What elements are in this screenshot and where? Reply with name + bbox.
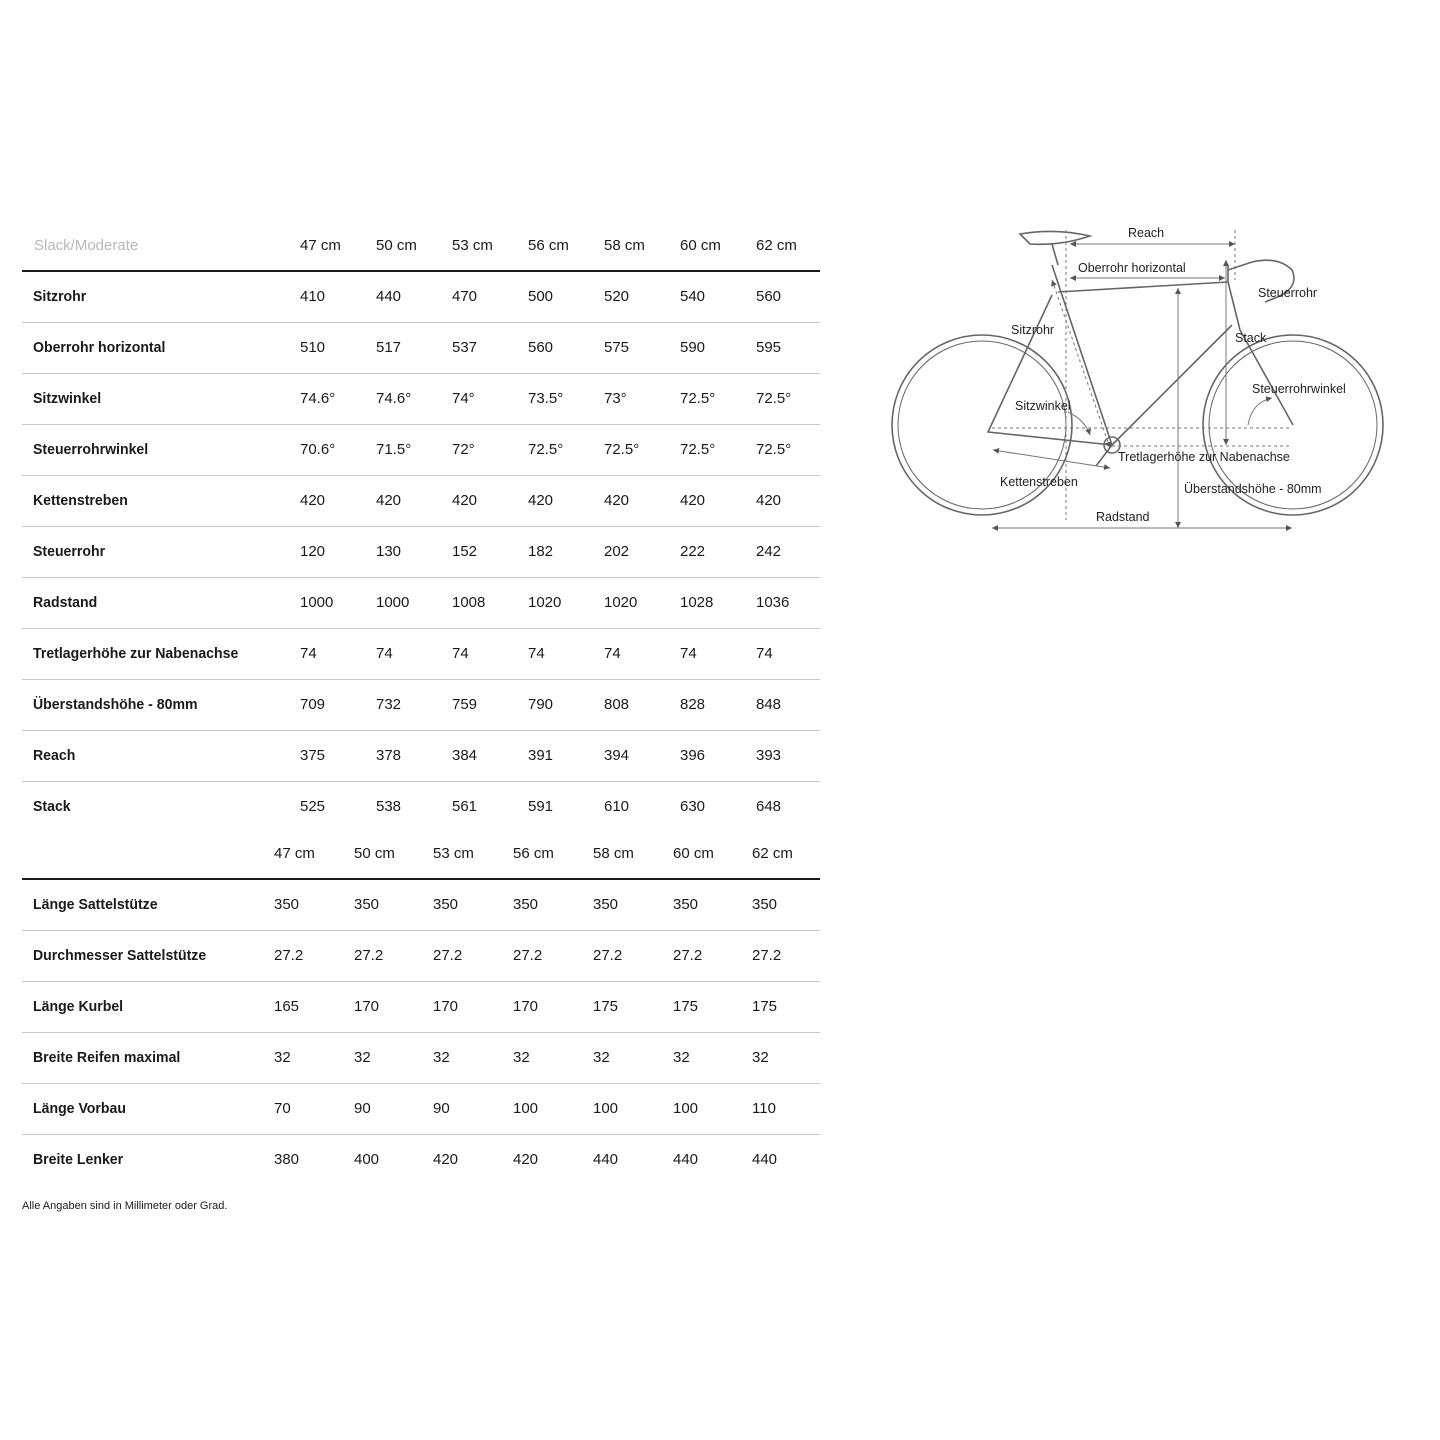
table-cell: 32 bbox=[593, 1049, 610, 1066]
table-cell: 396 bbox=[680, 747, 706, 764]
table-cell: 440 bbox=[593, 1151, 619, 1168]
table-row bbox=[22, 880, 820, 931]
table-cell: 1020 bbox=[528, 594, 562, 611]
table-cell: 595 bbox=[756, 339, 782, 356]
table-cell: 394 bbox=[604, 747, 630, 764]
table-row bbox=[22, 782, 820, 832]
size-header: 58 cm bbox=[593, 845, 634, 862]
label-bb-drop: Tretlagerhöhe zur Nabenachse bbox=[1118, 450, 1290, 464]
table-cell: 72.5° bbox=[604, 441, 640, 458]
table-cell: 420 bbox=[376, 492, 402, 509]
table-cell: 74 bbox=[756, 645, 773, 662]
table-cell: 74.6° bbox=[376, 390, 412, 407]
table-cell: 74 bbox=[680, 645, 697, 662]
table-cell: 440 bbox=[673, 1151, 699, 1168]
table-cell: 90 bbox=[354, 1100, 371, 1117]
table-cell: 400 bbox=[354, 1151, 380, 1168]
table-cell: 27.2 bbox=[752, 947, 782, 964]
table-row bbox=[22, 578, 820, 629]
table-cell: 32 bbox=[354, 1049, 371, 1066]
table-cell: 74 bbox=[604, 645, 621, 662]
table-row bbox=[22, 272, 820, 323]
table-cell: 175 bbox=[593, 998, 619, 1015]
row-label: Oberrohr horizontal bbox=[33, 339, 166, 356]
table-cell: 73° bbox=[604, 390, 627, 407]
table-cell: 32 bbox=[513, 1049, 530, 1066]
table-cell: 182 bbox=[528, 543, 554, 560]
table-cell: 561 bbox=[452, 798, 478, 815]
table-cell: 27.2 bbox=[593, 947, 623, 964]
table-cell: 170 bbox=[354, 998, 380, 1015]
row-label: Sitzrohr bbox=[33, 288, 87, 305]
table-cell: 72.5° bbox=[680, 441, 716, 458]
table-cell: 72° bbox=[452, 441, 475, 458]
label-seat-tube: Sitzrohr bbox=[1011, 323, 1055, 337]
row-label: Kettenstreben bbox=[33, 492, 128, 509]
table-cell: 517 bbox=[376, 339, 402, 356]
row-label: Steuerrohr bbox=[33, 543, 106, 560]
table-title: Slack/Moderate bbox=[34, 237, 139, 254]
table-cell: 74 bbox=[452, 645, 469, 662]
table-cell: 420 bbox=[513, 1151, 539, 1168]
diagram-labels bbox=[1000, 226, 1346, 524]
bike-geometry-diagram bbox=[880, 220, 1400, 550]
row-label: Länge Vorbau bbox=[33, 1100, 126, 1117]
label-top-tube: Oberrohr horizontal bbox=[1078, 261, 1186, 275]
table-cell: 420 bbox=[604, 492, 630, 509]
table-cell: 1000 bbox=[300, 594, 334, 611]
table-cell: 590 bbox=[680, 339, 706, 356]
table-row bbox=[22, 374, 820, 425]
table-row bbox=[22, 680, 820, 731]
label-reach: Reach bbox=[1128, 226, 1165, 240]
table-row bbox=[22, 731, 820, 782]
table-cell: 27.2 bbox=[274, 947, 304, 964]
size-header: 60 cm bbox=[673, 845, 714, 862]
table-cell: 420 bbox=[680, 492, 706, 509]
table-cell: 350 bbox=[752, 896, 778, 913]
table-cell: 70 bbox=[274, 1100, 291, 1117]
table-cell: 170 bbox=[513, 998, 539, 1015]
table-cell: 32 bbox=[752, 1049, 769, 1066]
table-cell: 74 bbox=[528, 645, 545, 662]
table-cell: 537 bbox=[452, 339, 478, 356]
table-cell: 120 bbox=[300, 543, 326, 560]
geometry-table bbox=[22, 222, 820, 832]
table-cell: 732 bbox=[376, 696, 402, 713]
table-cell: 790 bbox=[528, 696, 554, 713]
geometry-table-header bbox=[22, 222, 820, 270]
table-cell: 175 bbox=[752, 998, 778, 1015]
table-cell: 391 bbox=[528, 747, 554, 764]
table-cell: 130 bbox=[376, 543, 402, 560]
table-row bbox=[22, 1033, 820, 1084]
table-cell: 709 bbox=[300, 696, 326, 713]
table-cell: 27.2 bbox=[354, 947, 384, 964]
label-standover: Überstandshöhe - 80mm bbox=[1184, 482, 1322, 496]
size-header: 50 cm bbox=[354, 845, 395, 862]
table-cell: 538 bbox=[376, 798, 402, 815]
table-row bbox=[22, 1135, 820, 1185]
table-cell: 74° bbox=[452, 390, 475, 407]
label-head-tube: Steuerrohr bbox=[1258, 286, 1318, 300]
table-cell: 440 bbox=[376, 288, 402, 305]
table-cell: 1036 bbox=[756, 594, 790, 611]
table-cell: 393 bbox=[756, 747, 782, 764]
table-cell: 420 bbox=[756, 492, 782, 509]
table-cell: 32 bbox=[433, 1049, 450, 1066]
table-row bbox=[22, 931, 820, 982]
table-cell: 100 bbox=[673, 1100, 699, 1117]
label-stack: Stack bbox=[1235, 331, 1267, 345]
table-cell: 27.2 bbox=[433, 947, 463, 964]
table-cell: 74 bbox=[300, 645, 317, 662]
size-header: 58 cm bbox=[604, 237, 645, 254]
table-cell: 170 bbox=[433, 998, 459, 1015]
size-header: 60 cm bbox=[680, 237, 721, 254]
table-cell: 350 bbox=[354, 896, 380, 913]
table-cell: 378 bbox=[376, 747, 402, 764]
table-cell: 90 bbox=[433, 1100, 450, 1117]
row-label: Stack bbox=[33, 798, 71, 815]
table-cell: 350 bbox=[673, 896, 699, 913]
table-cell: 384 bbox=[452, 747, 478, 764]
table-cell: 72.5° bbox=[680, 390, 716, 407]
row-label: Überstandshöhe - 80mm bbox=[33, 696, 198, 713]
table-cell: 520 bbox=[604, 288, 630, 305]
table-cell: 420 bbox=[528, 492, 554, 509]
table-cell: 420 bbox=[300, 492, 326, 509]
table-cell: 27.2 bbox=[673, 947, 703, 964]
table-cell: 420 bbox=[452, 492, 478, 509]
table-cell: 420 bbox=[433, 1151, 459, 1168]
table-cell: 32 bbox=[274, 1049, 291, 1066]
label-head-angle: Steuerrohrwinkel bbox=[1252, 382, 1346, 396]
footnote: Alle Angaben sind in Millimeter oder Grad. bbox=[22, 1200, 228, 1212]
size-header: 56 cm bbox=[528, 237, 569, 254]
size-header: 62 cm bbox=[752, 845, 793, 862]
size-header: 47 cm bbox=[300, 237, 341, 254]
saddle bbox=[1020, 231, 1090, 244]
components-table-header bbox=[22, 830, 820, 878]
table-cell: 350 bbox=[593, 896, 619, 913]
table-cell: 500 bbox=[528, 288, 554, 305]
table-cell: 350 bbox=[513, 896, 539, 913]
row-label: Steuerrohrwinkel bbox=[33, 441, 149, 458]
size-header: 62 cm bbox=[756, 237, 797, 254]
components-table-body bbox=[22, 880, 820, 1185]
row-label: Länge Kurbel bbox=[33, 998, 124, 1015]
table-cell: 70.6° bbox=[300, 441, 336, 458]
size-header: 53 cm bbox=[433, 845, 474, 862]
table-cell: 560 bbox=[528, 339, 554, 356]
table-row bbox=[22, 527, 820, 578]
table-cell: 410 bbox=[300, 288, 326, 305]
table-cell: 828 bbox=[680, 696, 706, 713]
label-wheelbase: Radstand bbox=[1096, 510, 1150, 524]
table-cell: 71.5° bbox=[376, 441, 412, 458]
table-cell: 1000 bbox=[376, 594, 410, 611]
table-cell: 175 bbox=[673, 998, 699, 1015]
geometry-table-body bbox=[22, 272, 820, 832]
row-label: Radstand bbox=[33, 594, 98, 611]
table-cell: 525 bbox=[300, 798, 326, 815]
row-label: Breite Reifen maximal bbox=[33, 1049, 181, 1066]
table-cell: 72.5° bbox=[528, 441, 564, 458]
table-cell: 32 bbox=[673, 1049, 690, 1066]
table-row bbox=[22, 323, 820, 374]
table-cell: 375 bbox=[300, 747, 326, 764]
table-cell: 27.2 bbox=[513, 947, 543, 964]
table-cell: 560 bbox=[756, 288, 782, 305]
table-cell: 242 bbox=[756, 543, 782, 560]
row-label: Sitzwinkel bbox=[33, 390, 102, 407]
table-cell: 610 bbox=[604, 798, 630, 815]
row-label: Durchmesser Sattelstütze bbox=[33, 947, 207, 964]
row-label: Tretlagerhöhe zur Nabenachse bbox=[33, 645, 239, 662]
table-cell: 110 bbox=[752, 1100, 776, 1117]
table-cell: 1028 bbox=[680, 594, 714, 611]
table-row bbox=[22, 476, 820, 527]
table-cell: 470 bbox=[452, 288, 478, 305]
table-row bbox=[22, 629, 820, 680]
table-cell: 575 bbox=[604, 339, 630, 356]
table-cell: 74.6° bbox=[300, 390, 336, 407]
table-cell: 202 bbox=[604, 543, 630, 560]
table-cell: 72.5° bbox=[756, 441, 792, 458]
row-label: Breite Lenker bbox=[33, 1151, 124, 1168]
size-header: 56 cm bbox=[513, 845, 554, 862]
table-cell: 591 bbox=[528, 798, 554, 815]
table-row bbox=[22, 425, 820, 476]
table-cell: 759 bbox=[452, 696, 478, 713]
table-cell: 648 bbox=[756, 798, 782, 815]
table-cell: 848 bbox=[756, 696, 782, 713]
table-cell: 380 bbox=[274, 1151, 300, 1168]
table-cell: 72.5° bbox=[756, 390, 792, 407]
table-row bbox=[22, 1084, 820, 1135]
label-chainstays: Kettenstreben bbox=[1000, 475, 1078, 489]
table-row bbox=[22, 982, 820, 1033]
table-cell: 1008 bbox=[452, 594, 486, 611]
table-cell: 74 bbox=[376, 645, 393, 662]
table-cell: 540 bbox=[680, 288, 706, 305]
components-table bbox=[22, 830, 820, 1185]
size-header: 50 cm bbox=[376, 237, 417, 254]
table-cell: 100 bbox=[513, 1100, 539, 1117]
table-cell: 808 bbox=[604, 696, 630, 713]
table-cell: 630 bbox=[680, 798, 706, 815]
table-cell: 152 bbox=[452, 543, 478, 560]
table-cell: 100 bbox=[593, 1100, 619, 1117]
table-cell: 1020 bbox=[604, 594, 638, 611]
table-cell: 350 bbox=[433, 896, 459, 913]
row-label: Länge Sattelstütze bbox=[33, 896, 158, 913]
size-header: 53 cm bbox=[452, 237, 493, 254]
table-cell: 440 bbox=[752, 1151, 778, 1168]
table-cell: 350 bbox=[274, 896, 300, 913]
table-cell: 73.5° bbox=[528, 390, 564, 407]
row-label: Reach bbox=[33, 747, 76, 764]
table-cell: 165 bbox=[274, 998, 300, 1015]
table-cell: 222 bbox=[680, 543, 706, 560]
label-seat-angle: Sitzwinkel bbox=[1015, 399, 1071, 413]
table-cell: 510 bbox=[300, 339, 326, 356]
size-header: 47 cm bbox=[274, 845, 315, 862]
